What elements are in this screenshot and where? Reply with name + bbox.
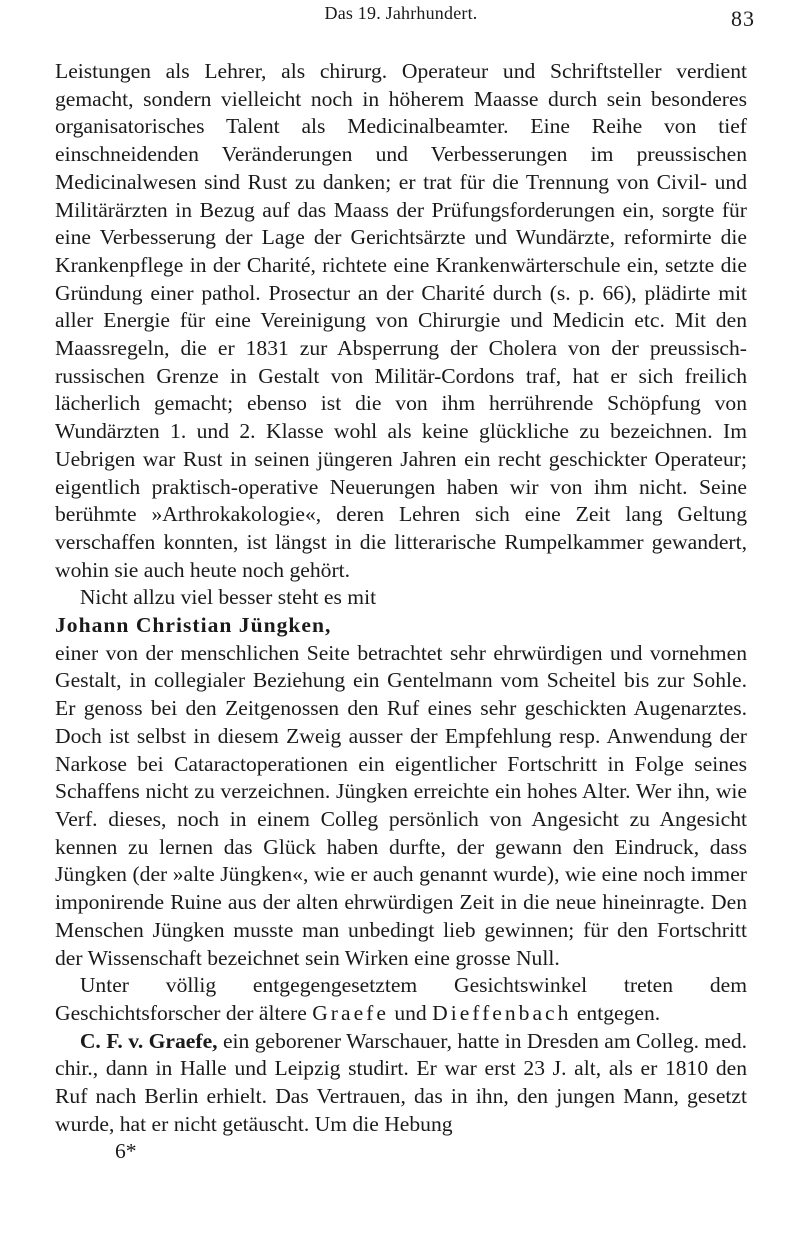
book-page — [55, 0, 755, 1166]
paragraph-text: Unter völlig entgegengesetztem Gesichtswinkel treten dem Geschichtsforscher der ältere — [55, 973, 747, 1025]
paragraph-juengken: einer von der menschlichen Seite betrachtet sehr ehrwürdigen und vornehmen Gestalt, in collegialer Beziehung ein Gentelmann vom Scheitel bis zur Sohle. Er genoss bei den Zeitgenossen den Ruf eines sehr geschickten Augenarztes. Doch ist selbst in diesem Zweig ausser der Empfehlung resp. Anwendung der Narkose bei Cataractoperationen ein eigentlicher Fortschritt in Folge seines Schaffens nicht zu verzeichnen. Jüngken erreichte ein hohes Alter. Wer ihn, wie Verf. dieses, noch in einem Colleg persönlich von Angesicht zu Angesicht kennen zu lernen das Glück haben durfte, der gewann den Eindruck, dass Jüngken (der »alte Jüngken«, wie er auch genannt wurde), wie eine noch immer imponirende Ruine aus der alten ehrwürdigen Zeit in die neue hineinragte. Den Menschen Jüngken musste man unbedingt lieb gewinnen; für den Fortschritt der Wissenschaft bezeichnet sein Wirken eine grosse Null. — [55, 640, 747, 970]
paragraph-text: ein geborener Warschauer, hatte in Dresden am Colleg. med. chir., dann in Halle und Leipzig studirt. Er war erst 23 J. alt, als er 1810 den Ruf nach Berlin erhielt. Das Vertrauen, das in ihn, den jungen Mann, gesetzt wurde, hat er nicht getäuscht. Um die Hebung — [55, 1028, 748, 1136]
spaced-name-dieffenbach: Dieffenbach — [432, 1000, 572, 1025]
paragraph-text: entgegen. — [571, 1000, 661, 1025]
paragraph-graefe-dieffenbach — [55, 972, 747, 1027]
running-title: Das 19. Jahrhundert. — [324, 3, 478, 23]
section-heading-juengken: Johann Christian Jüngken, — [55, 613, 332, 638]
bold-name-graefe: C. F. v. Graefe, — [79, 1028, 218, 1053]
paragraph-text: und — [388, 1000, 433, 1025]
running-head — [55, 0, 755, 58]
spaced-name-graefe: Graefe — [312, 1000, 389, 1025]
paragraph-transition: Nicht allzu viel besser steht es mit — [79, 585, 377, 610]
page-number: 83 — [731, 6, 755, 31]
paragraph-rust: Leistungen als Lehrer, als chirurg. Operateur und Schriftsteller verdient gemacht, sondern vielleicht noch in höherem Maasse durch sein besonderes organisatorisches Talent als Medicinalbeamter. Eine Reihe von tief einschneidenden Veränderungen und Verbesserungen im preussischen Medicinalwesen sind Rust zu danken; er trat für die Trennung von Civil- und Militärärzten in Bezug auf das Maass der Prüfungsforderungen ein, sorgte für eine Verbesserung der Lage der Gerichtsärzte und Wundärzte, reformirte die Krankenpflege in der Charité, richtete eine Krankenwärterschule ein, setzte die Gründung einer pathol. Prosectur an der Charité durch (s. p. 66), plädirte mit aller Energie für eine Vereinigung von Chirurgie und Medicin etc. Mit den Maassregeln, die er 1831 zur Absperrung der Cholera von der preussisch-russischen Grenze in Gestalt von Militär-Cordons traf, hat er sich freilich lächerlich gemacht; ebenso ist die von ihm herrührende Schöpfung von Wundärzten 1. und 2. Klasse wohl als keine glückliche zu bezeichnen. Im Uebrigen war Rust in seinen jüngeren Jahren ein recht geschickter Operateur; eigentlich praktisch-operative Neuerungen haben wir von ihm nicht. Seine berühmte »Arthrokakologie«, deren Lehren sich eine Zeit lang Geltung verschaffen konnten, ist längst in die litterarische Rumpelkammer gewandert, wohin sie auch heute noch gehört. — [55, 59, 747, 582]
body-text — [55, 58, 747, 1166]
signature-mark: 6* — [115, 1139, 137, 1164]
paragraph-graefe — [55, 1028, 747, 1139]
